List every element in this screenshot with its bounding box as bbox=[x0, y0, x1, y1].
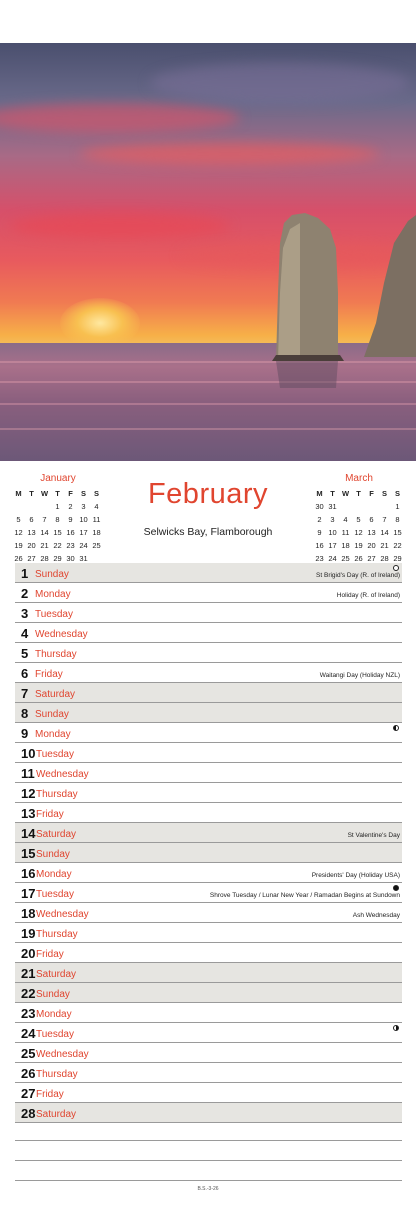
mini-date: 29 bbox=[53, 554, 62, 563]
mini-date: 3 bbox=[81, 502, 86, 511]
mini-calendar-next-grid bbox=[313, 488, 405, 565]
header-photo bbox=[0, 43, 416, 461]
weekday-header: T bbox=[55, 489, 60, 498]
day-name: Thursday bbox=[36, 929, 78, 940]
day-row bbox=[15, 843, 402, 863]
day-event: St Brigid's Day (R. of Ireland) bbox=[316, 572, 400, 579]
day-name: Friday bbox=[35, 669, 63, 680]
day-number: 4 bbox=[21, 626, 29, 641]
day-row bbox=[15, 623, 402, 643]
day-row bbox=[15, 1043, 402, 1063]
day-name: Sunday bbox=[36, 989, 70, 1000]
mini-date: 21 bbox=[40, 541, 49, 550]
day-number: 21 bbox=[21, 966, 36, 981]
blank-line bbox=[15, 1140, 402, 1141]
mini-date: 8 bbox=[395, 515, 400, 524]
day-name: Tuesday bbox=[36, 749, 74, 760]
day-name: Saturday bbox=[35, 689, 76, 700]
day-number: 20 bbox=[21, 946, 36, 961]
blank-line bbox=[15, 1160, 402, 1161]
day-number: 8 bbox=[21, 706, 29, 721]
day-row bbox=[15, 583, 402, 603]
weekday-header: S bbox=[93, 489, 99, 498]
day-event: Presidents' Day (Holiday USA) bbox=[311, 872, 400, 879]
day-number: 27 bbox=[21, 1086, 36, 1101]
day-number: 2 bbox=[21, 586, 29, 601]
mini-date: 19 bbox=[354, 541, 363, 550]
mini-date: 12 bbox=[354, 528, 363, 537]
day-name: Thursday bbox=[36, 1069, 78, 1080]
day-row bbox=[15, 903, 402, 923]
day-row bbox=[15, 963, 402, 983]
mini-date: 22 bbox=[53, 541, 62, 550]
day-row bbox=[15, 883, 402, 903]
blank-line bbox=[15, 1180, 402, 1181]
mini-date: 17 bbox=[328, 541, 337, 550]
day-name: Wednesday bbox=[36, 769, 89, 780]
mini-date: 15 bbox=[53, 528, 62, 537]
day-row bbox=[15, 823, 402, 843]
mini-date: 27 bbox=[27, 554, 36, 563]
day-number: 12 bbox=[21, 786, 36, 801]
day-name: Friday bbox=[36, 809, 64, 820]
mini-date: 7 bbox=[382, 515, 387, 524]
mini-date: 1 bbox=[395, 502, 400, 511]
mini-date: 23 bbox=[315, 554, 324, 563]
day-row bbox=[15, 1063, 402, 1083]
day-number: 14 bbox=[21, 826, 36, 841]
day-name: Friday bbox=[36, 1089, 64, 1100]
mini-date: 10 bbox=[79, 515, 88, 524]
weekday-header: S bbox=[394, 489, 400, 498]
day-row bbox=[15, 563, 402, 583]
day-row bbox=[15, 923, 402, 943]
mini-date: 26 bbox=[14, 554, 23, 563]
weekday-header: F bbox=[369, 489, 374, 498]
mini-date: 20 bbox=[27, 541, 36, 550]
day-row bbox=[15, 703, 402, 723]
day-row bbox=[15, 763, 402, 783]
moon-phase-new-icon bbox=[393, 885, 399, 891]
mini-date: 22 bbox=[393, 541, 402, 550]
moon-phase-first-icon bbox=[393, 1025, 399, 1031]
day-number: 5 bbox=[21, 646, 29, 661]
day-number: 19 bbox=[21, 926, 36, 941]
day-number: 13 bbox=[21, 806, 36, 821]
mini-date: 16 bbox=[315, 541, 324, 550]
day-number: 22 bbox=[21, 986, 36, 1001]
day-number: 9 bbox=[21, 726, 29, 741]
mini-calendar-prev-grid bbox=[12, 488, 104, 565]
day-name: Sunday bbox=[36, 849, 70, 860]
mini-date: 5 bbox=[356, 515, 361, 524]
mini-date: 20 bbox=[367, 541, 376, 550]
mini-calendar-next bbox=[313, 473, 405, 565]
mini-date: 27 bbox=[367, 554, 376, 563]
mini-date: 28 bbox=[380, 554, 389, 563]
mini-date: 30 bbox=[315, 502, 324, 511]
day-number: 15 bbox=[21, 846, 36, 861]
mini-date: 17 bbox=[79, 528, 88, 537]
mini-date: 4 bbox=[94, 502, 99, 511]
weekday-header: W bbox=[341, 489, 350, 498]
weekday-header: F bbox=[68, 489, 73, 498]
mini-date: 18 bbox=[92, 528, 101, 537]
day-row bbox=[15, 643, 402, 663]
mini-date: 7 bbox=[42, 515, 47, 524]
photo-location: Selwicks Bay, Flamborough bbox=[143, 526, 273, 538]
day-name: Tuesday bbox=[36, 889, 74, 900]
mini-date: 4 bbox=[343, 515, 348, 524]
mini-date: 14 bbox=[380, 528, 389, 537]
day-number: 1 bbox=[21, 566, 29, 581]
day-number: 3 bbox=[21, 606, 29, 621]
mini-calendar-prev bbox=[12, 473, 104, 565]
day-name: Monday bbox=[36, 1009, 72, 1020]
day-list bbox=[15, 563, 402, 1123]
day-row bbox=[15, 783, 402, 803]
mini-date: 6 bbox=[369, 515, 374, 524]
weekday-header: M bbox=[316, 489, 323, 498]
mini-date: 24 bbox=[328, 554, 337, 563]
mini-date: 25 bbox=[92, 541, 101, 550]
mini-date: 30 bbox=[66, 554, 75, 563]
day-event: St Valentine's Day bbox=[347, 832, 400, 839]
mini-date: 23 bbox=[66, 541, 75, 550]
day-event: Waitangi Day (Holiday NZL) bbox=[319, 672, 400, 679]
weekday-header: W bbox=[40, 489, 49, 498]
mini-date: 2 bbox=[317, 515, 322, 524]
mini-date: 21 bbox=[380, 541, 389, 550]
day-name: Saturday bbox=[36, 1109, 77, 1120]
mini-date: 18 bbox=[341, 541, 350, 550]
day-row bbox=[15, 943, 402, 963]
weekday-header: T bbox=[29, 489, 34, 498]
day-name: Wednesday bbox=[36, 909, 89, 920]
day-number: 28 bbox=[21, 1106, 36, 1121]
mini-date: 1 bbox=[55, 502, 60, 511]
sea-stacks bbox=[0, 43, 416, 461]
moon-phase-last-icon bbox=[393, 725, 399, 731]
mini-date bbox=[352, 501, 365, 513]
day-row bbox=[15, 1003, 402, 1023]
day-event: Shrove Tuesday / Lunar New Year / Ramadan Begins at Sundown bbox=[209, 892, 400, 899]
mini-date bbox=[339, 501, 352, 513]
day-number: 6 bbox=[21, 666, 29, 681]
day-event: Ash Wednesday bbox=[352, 912, 400, 919]
mini-date: 28 bbox=[40, 554, 49, 563]
day-number: 10 bbox=[21, 746, 36, 761]
day-event: Holiday (R. of Ireland) bbox=[336, 592, 400, 599]
mini-date: 15 bbox=[393, 528, 402, 537]
day-number: 18 bbox=[21, 906, 36, 921]
moon-phase-full-icon bbox=[393, 565, 399, 571]
day-name: Monday bbox=[35, 729, 71, 740]
day-name: Monday bbox=[36, 869, 72, 880]
day-name: Sunday bbox=[35, 709, 69, 720]
day-row bbox=[15, 603, 402, 623]
mini-date: 14 bbox=[40, 528, 49, 537]
mini-date bbox=[12, 501, 25, 513]
day-name: Wednesday bbox=[35, 629, 88, 640]
mini-date: 6 bbox=[29, 515, 34, 524]
weekday-header: T bbox=[356, 489, 361, 498]
weekday-header: M bbox=[15, 489, 22, 498]
day-name: Wednesday bbox=[36, 1049, 89, 1060]
day-name: Saturday bbox=[36, 829, 77, 840]
day-name: Tuesday bbox=[36, 1029, 74, 1040]
day-row bbox=[15, 1103, 402, 1123]
mini-calendar-prev-title: January bbox=[40, 473, 76, 484]
day-row bbox=[15, 683, 402, 703]
mini-calendar-next-title: March bbox=[345, 473, 373, 484]
day-number: 23 bbox=[21, 1006, 36, 1021]
day-row bbox=[15, 983, 402, 1003]
mini-date: 31 bbox=[328, 502, 337, 511]
day-number: 11 bbox=[21, 766, 35, 781]
mini-date bbox=[378, 501, 391, 513]
mini-date: 31 bbox=[79, 554, 88, 563]
day-row bbox=[15, 1023, 402, 1043]
month-title: February bbox=[147, 478, 269, 510]
day-name: Thursday bbox=[35, 649, 77, 660]
mini-date: 25 bbox=[341, 554, 350, 563]
mini-date: 9 bbox=[68, 515, 73, 524]
mini-date: 2 bbox=[68, 502, 73, 511]
day-row bbox=[15, 663, 402, 683]
day-name: Sunday bbox=[35, 569, 69, 580]
weekday-header: S bbox=[381, 489, 387, 498]
day-row bbox=[15, 723, 402, 743]
day-number: 25 bbox=[21, 1046, 36, 1061]
mini-date: 24 bbox=[79, 541, 88, 550]
mini-date: 12 bbox=[14, 528, 23, 537]
day-name: Friday bbox=[36, 949, 64, 960]
day-number: 26 bbox=[21, 1066, 36, 1081]
mini-date: 13 bbox=[27, 528, 36, 537]
mini-date: 11 bbox=[341, 528, 350, 537]
mini-date: 10 bbox=[328, 528, 337, 537]
mini-date bbox=[25, 501, 38, 513]
day-number: 16 bbox=[21, 866, 36, 881]
day-name: Thursday bbox=[36, 789, 78, 800]
day-name: Saturday bbox=[36, 969, 77, 980]
mini-date: 16 bbox=[66, 528, 75, 537]
day-number: 24 bbox=[21, 1026, 36, 1041]
weekday-header: T bbox=[330, 489, 335, 498]
day-row bbox=[15, 803, 402, 823]
day-number: 17 bbox=[21, 886, 36, 901]
day-name: Tuesday bbox=[35, 609, 73, 620]
mini-date bbox=[365, 501, 378, 513]
day-name: Monday bbox=[35, 589, 71, 600]
footer-code: B.S.-3-26 bbox=[197, 1186, 219, 1192]
day-row bbox=[15, 1083, 402, 1103]
mini-date: 3 bbox=[330, 515, 335, 524]
mini-date: 29 bbox=[393, 554, 402, 563]
day-row bbox=[15, 863, 402, 883]
mini-date: 26 bbox=[354, 554, 363, 563]
mini-date: 19 bbox=[14, 541, 23, 550]
mini-date: 13 bbox=[367, 528, 376, 537]
day-number: 7 bbox=[21, 686, 29, 701]
day-row bbox=[15, 743, 402, 763]
mini-date: 5 bbox=[16, 515, 21, 524]
mini-date: 8 bbox=[55, 515, 60, 524]
mini-date: 11 bbox=[92, 515, 101, 524]
weekday-header: S bbox=[80, 489, 86, 498]
mini-date bbox=[38, 501, 51, 513]
mini-date: 9 bbox=[317, 528, 322, 537]
